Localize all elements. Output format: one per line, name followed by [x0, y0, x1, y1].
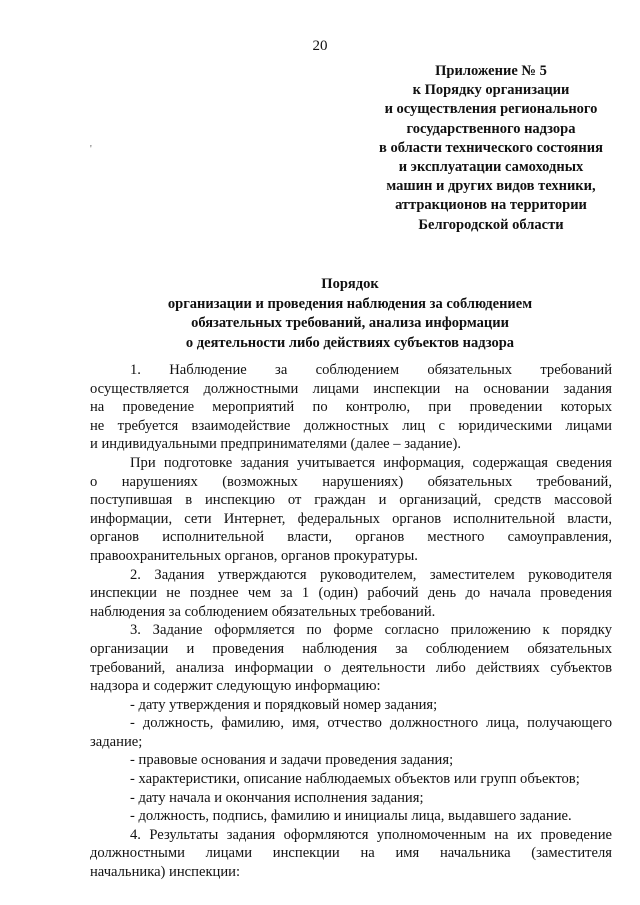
body-line: осуществляется должностными лицами инспекции на основании задания	[90, 380, 612, 397]
body-line: - дату утверждения и порядковый номер задания;	[130, 696, 438, 713]
body-line: правоохранительных органов, органов прокуратуры.	[90, 547, 418, 564]
body-line: о нарушениях (возможных нарушениях) обязательных требований,	[90, 473, 612, 490]
appendix-line: Белгородской области	[418, 216, 564, 233]
body-line: - правовые основания и задачи проведения задания;	[130, 752, 454, 769]
body-line: не требуется взаимодействие должностных лиц с юридическими лицами	[90, 417, 612, 434]
document-body	[90, 361, 612, 882]
appendix-line: государственного надзора	[406, 120, 576, 137]
title-line: обязательных требований, анализа информации	[191, 315, 509, 331]
body-line: 4. Результаты задания оформляются уполномоченным на их проведение	[130, 826, 612, 843]
body-line: начальника) инспекции:	[90, 864, 241, 881]
page-number: 20	[312, 38, 328, 54]
body-line: - дату начала и окончания исполнения задания;	[130, 789, 424, 806]
title-line: организации и проведения наблюдения за соблюдением	[167, 295, 533, 312]
body-line: - должность, подпись, фамилию и инициалы лица, выдавшего задание.	[130, 808, 572, 825]
body-line: и индивидуальными предпринимателями (далее – задание).	[90, 436, 462, 453]
appendix-line: и осуществления регионального	[384, 101, 598, 118]
appendix-header	[360, 62, 622, 235]
body-line: 1. Наблюдение за соблюдением обязательных требований	[130, 362, 612, 378]
body-line: наблюдения за соблюдением обязательных требований.	[90, 603, 436, 620]
appendix-line: к Порядку организации	[412, 82, 570, 99]
body-line: надзора и содержит следующую информацию:	[90, 678, 381, 695]
appendix-line: Приложение № 5	[435, 63, 547, 79]
body-line: - характеристики, описание наблюдаемых объектов или групп объектов;	[130, 771, 580, 788]
body-line: инспекции не позднее чем за 1 (один) рабочий день до начала проведения	[90, 585, 612, 602]
body-line: При подготовке задания учитывается информация, содержащая сведения	[130, 454, 612, 471]
body-line: на проведение мероприятий по контролю, при проведении которых	[90, 399, 612, 416]
appendix-line: аттракционов на территории	[395, 197, 587, 214]
body-line: информации, сети Интернет, федеральных органов исполнительной власти,	[90, 510, 612, 527]
scan-mark: '	[90, 144, 92, 155]
title-line: о деятельности либо действиях субъектов надзора	[185, 334, 515, 351]
body-line: поступившая в инспекцию от граждан и организаций, средств массовой	[90, 492, 612, 509]
title-line: Порядок	[321, 276, 379, 292]
document-title	[90, 275, 610, 353]
body-line: 3. Задание оформляется по форме согласно приложению к порядку	[130, 622, 612, 639]
appendix-line: и эксплуатации самоходных	[398, 159, 584, 176]
appendix-line: машин и других видов техники,	[386, 178, 596, 195]
body-line: - должность, фамилию, имя, отчество должностного лица, получающего	[130, 715, 612, 732]
body-line: 2. Задания утверждаются руководителем, заместителем руководителя	[130, 566, 612, 583]
body-line: должностными лицами инспекции на имя начальника (заместителя	[90, 845, 612, 862]
body-line: требований, анализа информации о деятельности либо действиях субъектов	[90, 659, 612, 676]
appendix-line: в области технического состояния	[379, 139, 603, 156]
body-line: задание;	[90, 733, 143, 750]
body-line: организации и проведения наблюдения за соблюдением обязательных	[90, 640, 612, 657]
body-line: органов исполнительной власти, органов местного самоуправления,	[90, 529, 612, 546]
